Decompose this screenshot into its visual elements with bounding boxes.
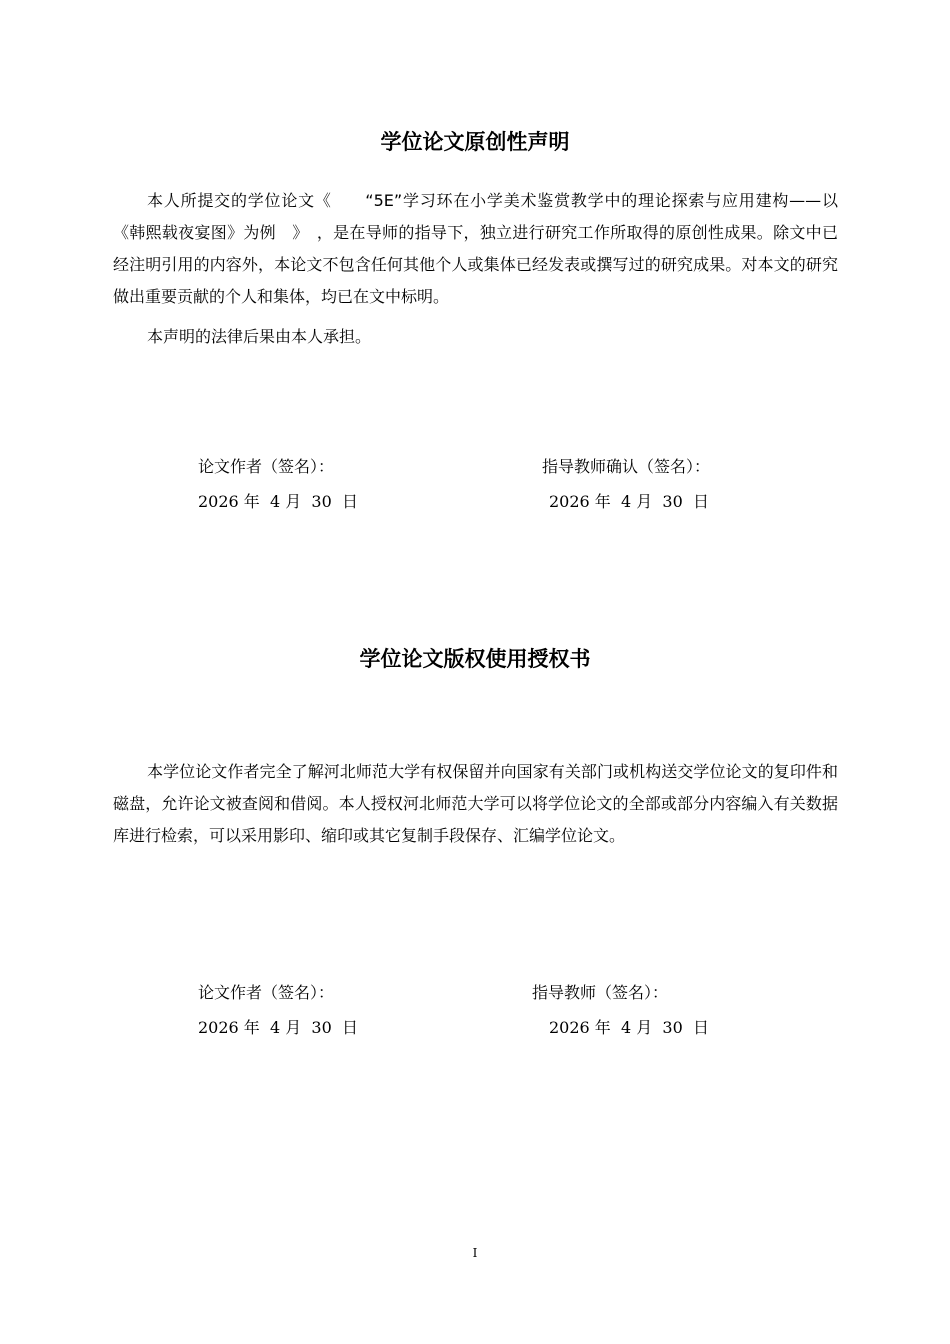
declaration-text: ，是在导师的指导下，独立进行研究工作所取得的原创性成果。除文中已经注明引用的内容外，本论文不包含任何其他个人或集体已经发表或撰写过的研究成果。对本文的研究做出重要贡献的个人和集体，均已在文中标明。 xyxy=(113,223,838,306)
authorization-advisor-label: 指导教师（签名）： xyxy=(532,983,669,1002)
declaration-advisor-label: 指导教师确认（签名）： xyxy=(542,457,711,476)
page-number: I xyxy=(472,1246,478,1260)
declaration-paragraph-2: 本声明的法律后果由本人承担。 xyxy=(147,327,372,346)
authorization-title: 学位论文版权使用授权书 xyxy=(359,647,591,671)
declaration-body xyxy=(113,185,838,353)
declaration-intro: 本人所提交的学位论文《 xyxy=(147,191,366,210)
declaration-paragraph-1 xyxy=(113,185,838,313)
authorization-paragraph: 本学位论文作者完全了解河北师范大学有权保留并向国家有关部门或机构送交学位论文的复印件和磁盘，允许论文被查阅和借阅。本人授权河北师范大学可以将学位论文的全部或部分内容编入有关数据库进行检索，可以采用影印、缩印或其它复制手段保存、汇编学位论文。 xyxy=(113,762,838,845)
authorization-advisor-date: 2026 年 4 月 30 日 xyxy=(549,1018,709,1037)
authorization-body xyxy=(113,756,838,852)
declaration-author-date: 2026 年 4 月 30 日 xyxy=(198,492,358,511)
authorization-author-date: 2026 年 4 月 30 日 xyxy=(198,1018,358,1037)
thesis-title-line-2: ——以《韩熙载夜宴图》为例 》 xyxy=(113,191,838,242)
declaration-advisor-date: 2026 年 4 月 30 日 xyxy=(549,492,709,511)
authorization-author-label: 论文作者（签名）： xyxy=(198,983,335,1002)
thesis-title-line-1: “5E”学习环在小学美术鉴赏教学中的理论探索与应用建构 xyxy=(365,191,790,210)
declaration-author-label: 论文作者（签名）： xyxy=(198,457,335,476)
declaration-title: 学位论文原创性声明 xyxy=(380,130,570,154)
